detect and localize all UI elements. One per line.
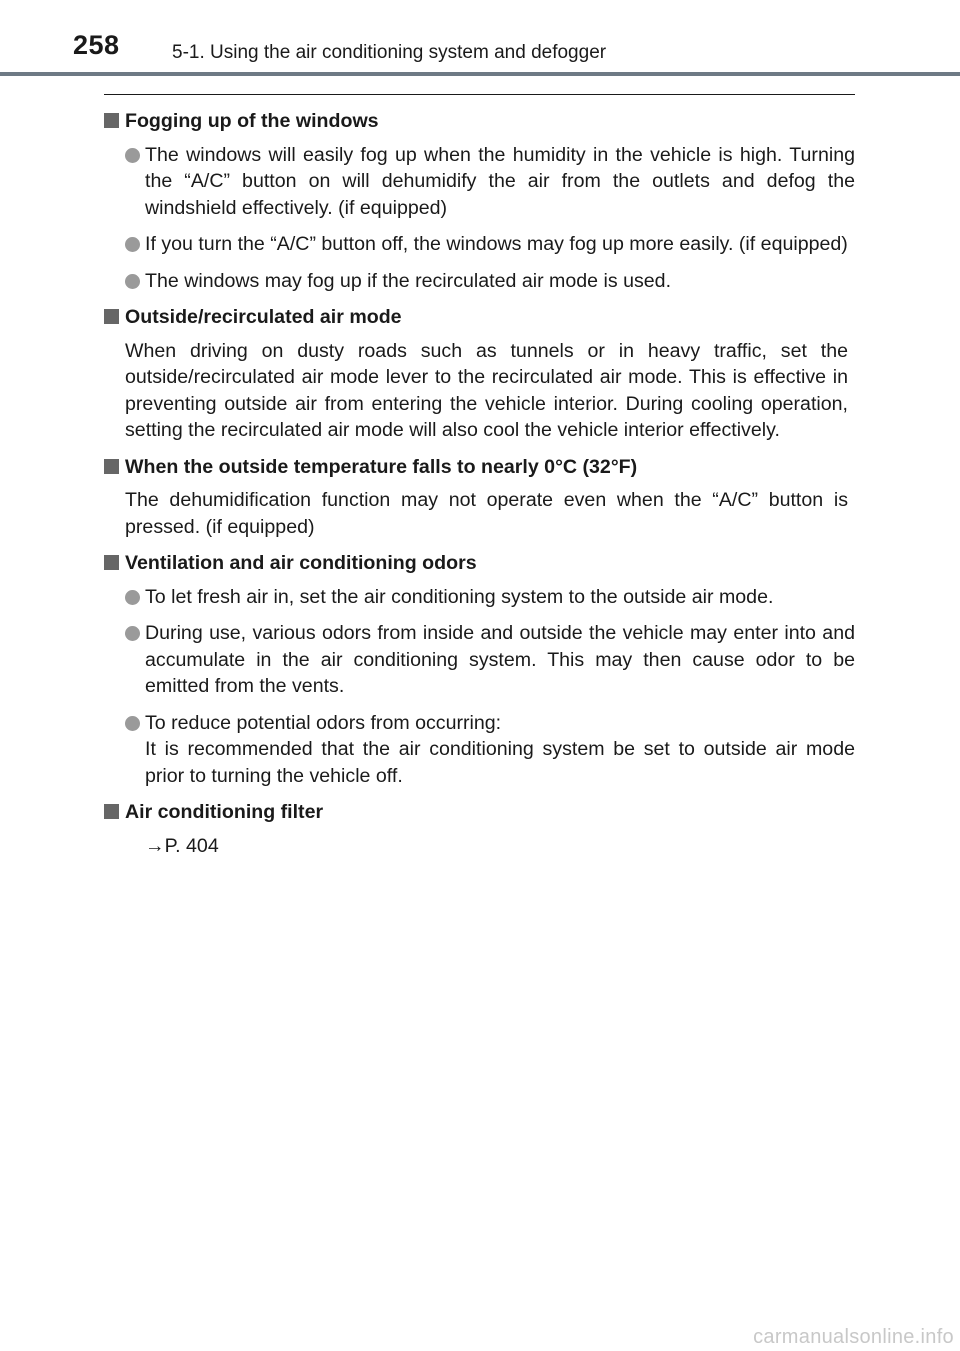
watermark: carmanualsonline.info <box>753 1326 954 1348</box>
list-item-line: To reduce potential odors from occurring: <box>145 711 502 734</box>
topic-air-filter <box>104 799 855 859</box>
list-item-text: If you turn the “A/C” button off, the windows may fog up more easily. (if equipped) <box>145 233 848 255</box>
content-rule <box>104 94 855 95</box>
list-item-line: It is recommended that the air conditioning system be set to outside air mode prior to turning the vehicle off. <box>145 738 855 787</box>
circle-bullet-icon <box>125 274 140 289</box>
list-item <box>104 231 855 258</box>
circle-bullet-icon <box>125 716 140 731</box>
topic-heading <box>104 799 855 826</box>
list-item <box>104 268 855 295</box>
topic-low-temperature <box>104 454 855 541</box>
circle-bullet-icon <box>125 590 140 605</box>
list-item-text: The windows may fog up if the recirculated air mode is used. <box>145 269 672 292</box>
topic-paragraph: When driving on dusty roads such as tunnels or in heavy traffic, set the outside/recirculated air mode lever to the recirculated air mode. This is effective in preventing outside air from entering the vehicle interior. During cooling operation, setting the recirculated air mode will also cool the vehicle interior effectively. <box>125 339 848 441</box>
topic-heading <box>104 108 855 135</box>
page-header <box>0 0 960 78</box>
list-item-text: The windows will easily fog up when the humidity in the vehicle is high. Turning the “A/C” button on will dehumidify the air from the outlets and defog the windshield effectively. (if equipped) <box>145 143 855 219</box>
page-reference-link[interactable]: →P. 404 <box>145 834 219 857</box>
list-item-text: During use, various odors from inside and outside the vehicle may enter into and accumulate in the air conditioning system. This may then cause odor to be emitted from the vents. <box>145 622 855 697</box>
topic-ventilation-odors <box>104 550 855 789</box>
topic-fogging <box>104 108 855 294</box>
topic-heading-text: Outside/recirculated air mode <box>125 306 402 328</box>
circle-bullet-icon <box>125 237 140 252</box>
topic-heading-text: When the outside temperature falls to nearly 0°C (32°F) <box>125 455 638 478</box>
topic-heading <box>104 550 855 577</box>
page-number: 258 <box>73 30 120 60</box>
list-item <box>104 620 855 700</box>
page-content <box>104 108 855 869</box>
square-bullet-icon <box>104 555 119 570</box>
square-bullet-icon <box>104 309 119 324</box>
section-title: 5-1. Using the air conditioning system and defogger <box>172 42 607 63</box>
list-item <box>104 584 855 611</box>
circle-bullet-icon <box>125 626 140 641</box>
topic-heading <box>104 304 855 331</box>
square-bullet-icon <box>104 113 119 128</box>
topic-heading-text: Air conditioning filter <box>125 801 324 823</box>
list-item-text: To let fresh air in, set the air conditioning system to the outside air mode. <box>145 585 774 608</box>
square-bullet-icon <box>104 459 119 474</box>
circle-bullet-icon <box>125 148 140 163</box>
topic-paragraph: The dehumidification function may not operate even when the “A/C” button is pressed. (if equipped) <box>125 489 848 538</box>
list-item <box>104 710 855 790</box>
topic-heading-text: Ventilation and air conditioning odors <box>125 552 477 574</box>
list-item <box>104 142 855 222</box>
square-bullet-icon <box>104 804 119 819</box>
topic-heading <box>104 454 855 481</box>
topic-heading-text: Fogging up of the windows <box>125 110 379 132</box>
header-rule <box>0 72 960 76</box>
list-item-text <box>145 710 855 790</box>
topic-outside-recirculated <box>104 304 855 444</box>
